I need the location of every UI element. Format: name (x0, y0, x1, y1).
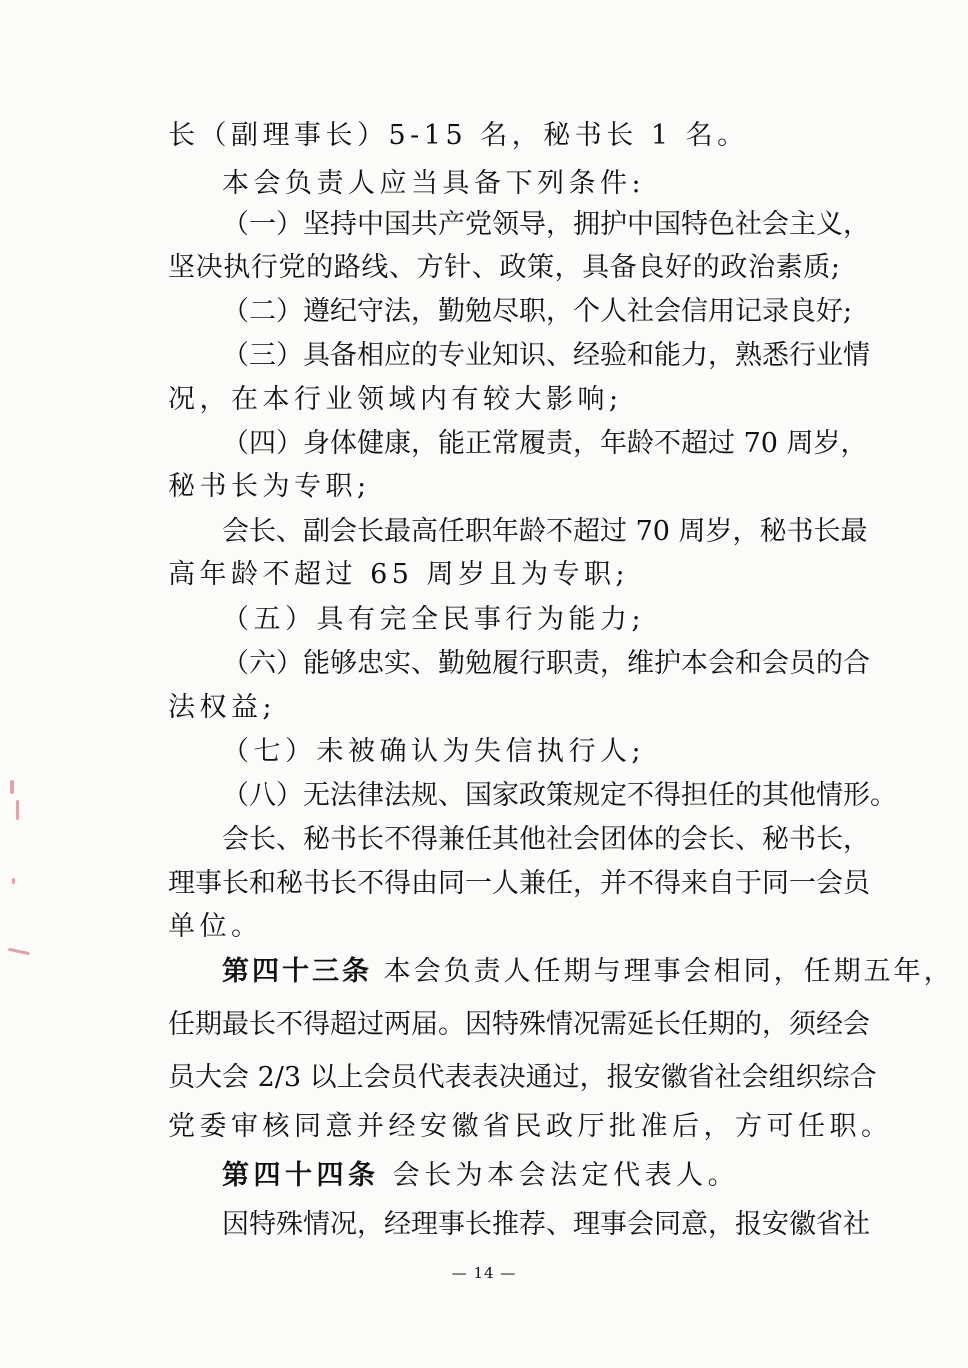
text-line: （七）未被确认为失信执行人; (222, 736, 646, 767)
text-line: （一）坚持中国共产党领导，拥护中国特色社会主义， (222, 209, 870, 240)
text-line: 法权益; (168, 692, 277, 723)
text-line: 员大会 2/3 以上会员代表表决通过，报安徽省社会组织综合 (168, 1062, 877, 1093)
text-line: 会长、副会长最高任职年龄不超过 70 周岁，秘书长最 (222, 516, 868, 547)
text-line: （六）能够忠实、勤勉履行职责，维护本会和会员的合 (222, 648, 870, 679)
scan-mark (10, 780, 14, 794)
article-heading: 第四十四条 (222, 1160, 380, 1191)
text-line: 单位。 (168, 911, 263, 942)
text-line: （五）具有完全民事行为能力; (222, 604, 646, 635)
scan-mark (12, 878, 15, 884)
text-line: （三）具备相应的专业知识、经验和能力，熟悉行业情 (222, 340, 870, 371)
text-line: 本会负责人应当具备下列条件: (222, 168, 646, 199)
article-43-line: 第四十三条 本会负责人任期与理事会相同，任期五年， (222, 956, 954, 987)
text-line: （二）遵纪守法，勤勉尽职，个人社会信用记录良好; (222, 296, 853, 327)
article-heading: 第四十三条 (222, 956, 372, 987)
text-line: 高年龄不超过 65 周岁且为专职; (168, 559, 630, 590)
text-line: 党委审核同意并经安徽省民政厅批准后，方可任职。 (168, 1111, 893, 1142)
page-number: — 14 — (451, 1264, 517, 1282)
text-line: 秘书长为专职; (168, 471, 371, 502)
text-line: 坚决执行党的路线、方针、政策，具备良好的政治素质; (168, 252, 840, 283)
text-line: （四）身体健康，能正常履责，年龄不超过 70 周岁， (222, 428, 868, 459)
text-line: 长（副理事长）5-15 名，秘书长 1 名。 (168, 120, 749, 151)
scan-mark (16, 800, 19, 820)
text-line: 理事长和秘书长不得由同一人兼任，并不得来自于同一会员 (168, 868, 870, 899)
scan-mark (8, 948, 30, 956)
text-line: 会长、秘书长不得兼任其他社会团体的会长、秘书长， (222, 824, 870, 855)
article-44-line: 第四十四条 会长为本会法定代表人。 (222, 1160, 740, 1191)
text-line: 况，在本行业领域内有较大影响; (168, 384, 623, 415)
text-line: 任期最长不得超过两届。因特殊情况需延长任期的，须经会 (168, 1009, 870, 1040)
text-line: 因特殊情况，经理事长推荐、理事会同意，报安徽省社 (222, 1209, 870, 1240)
text-line: （八）无法律法规、国家政策规定不得担任的其他情形。 (222, 780, 897, 811)
